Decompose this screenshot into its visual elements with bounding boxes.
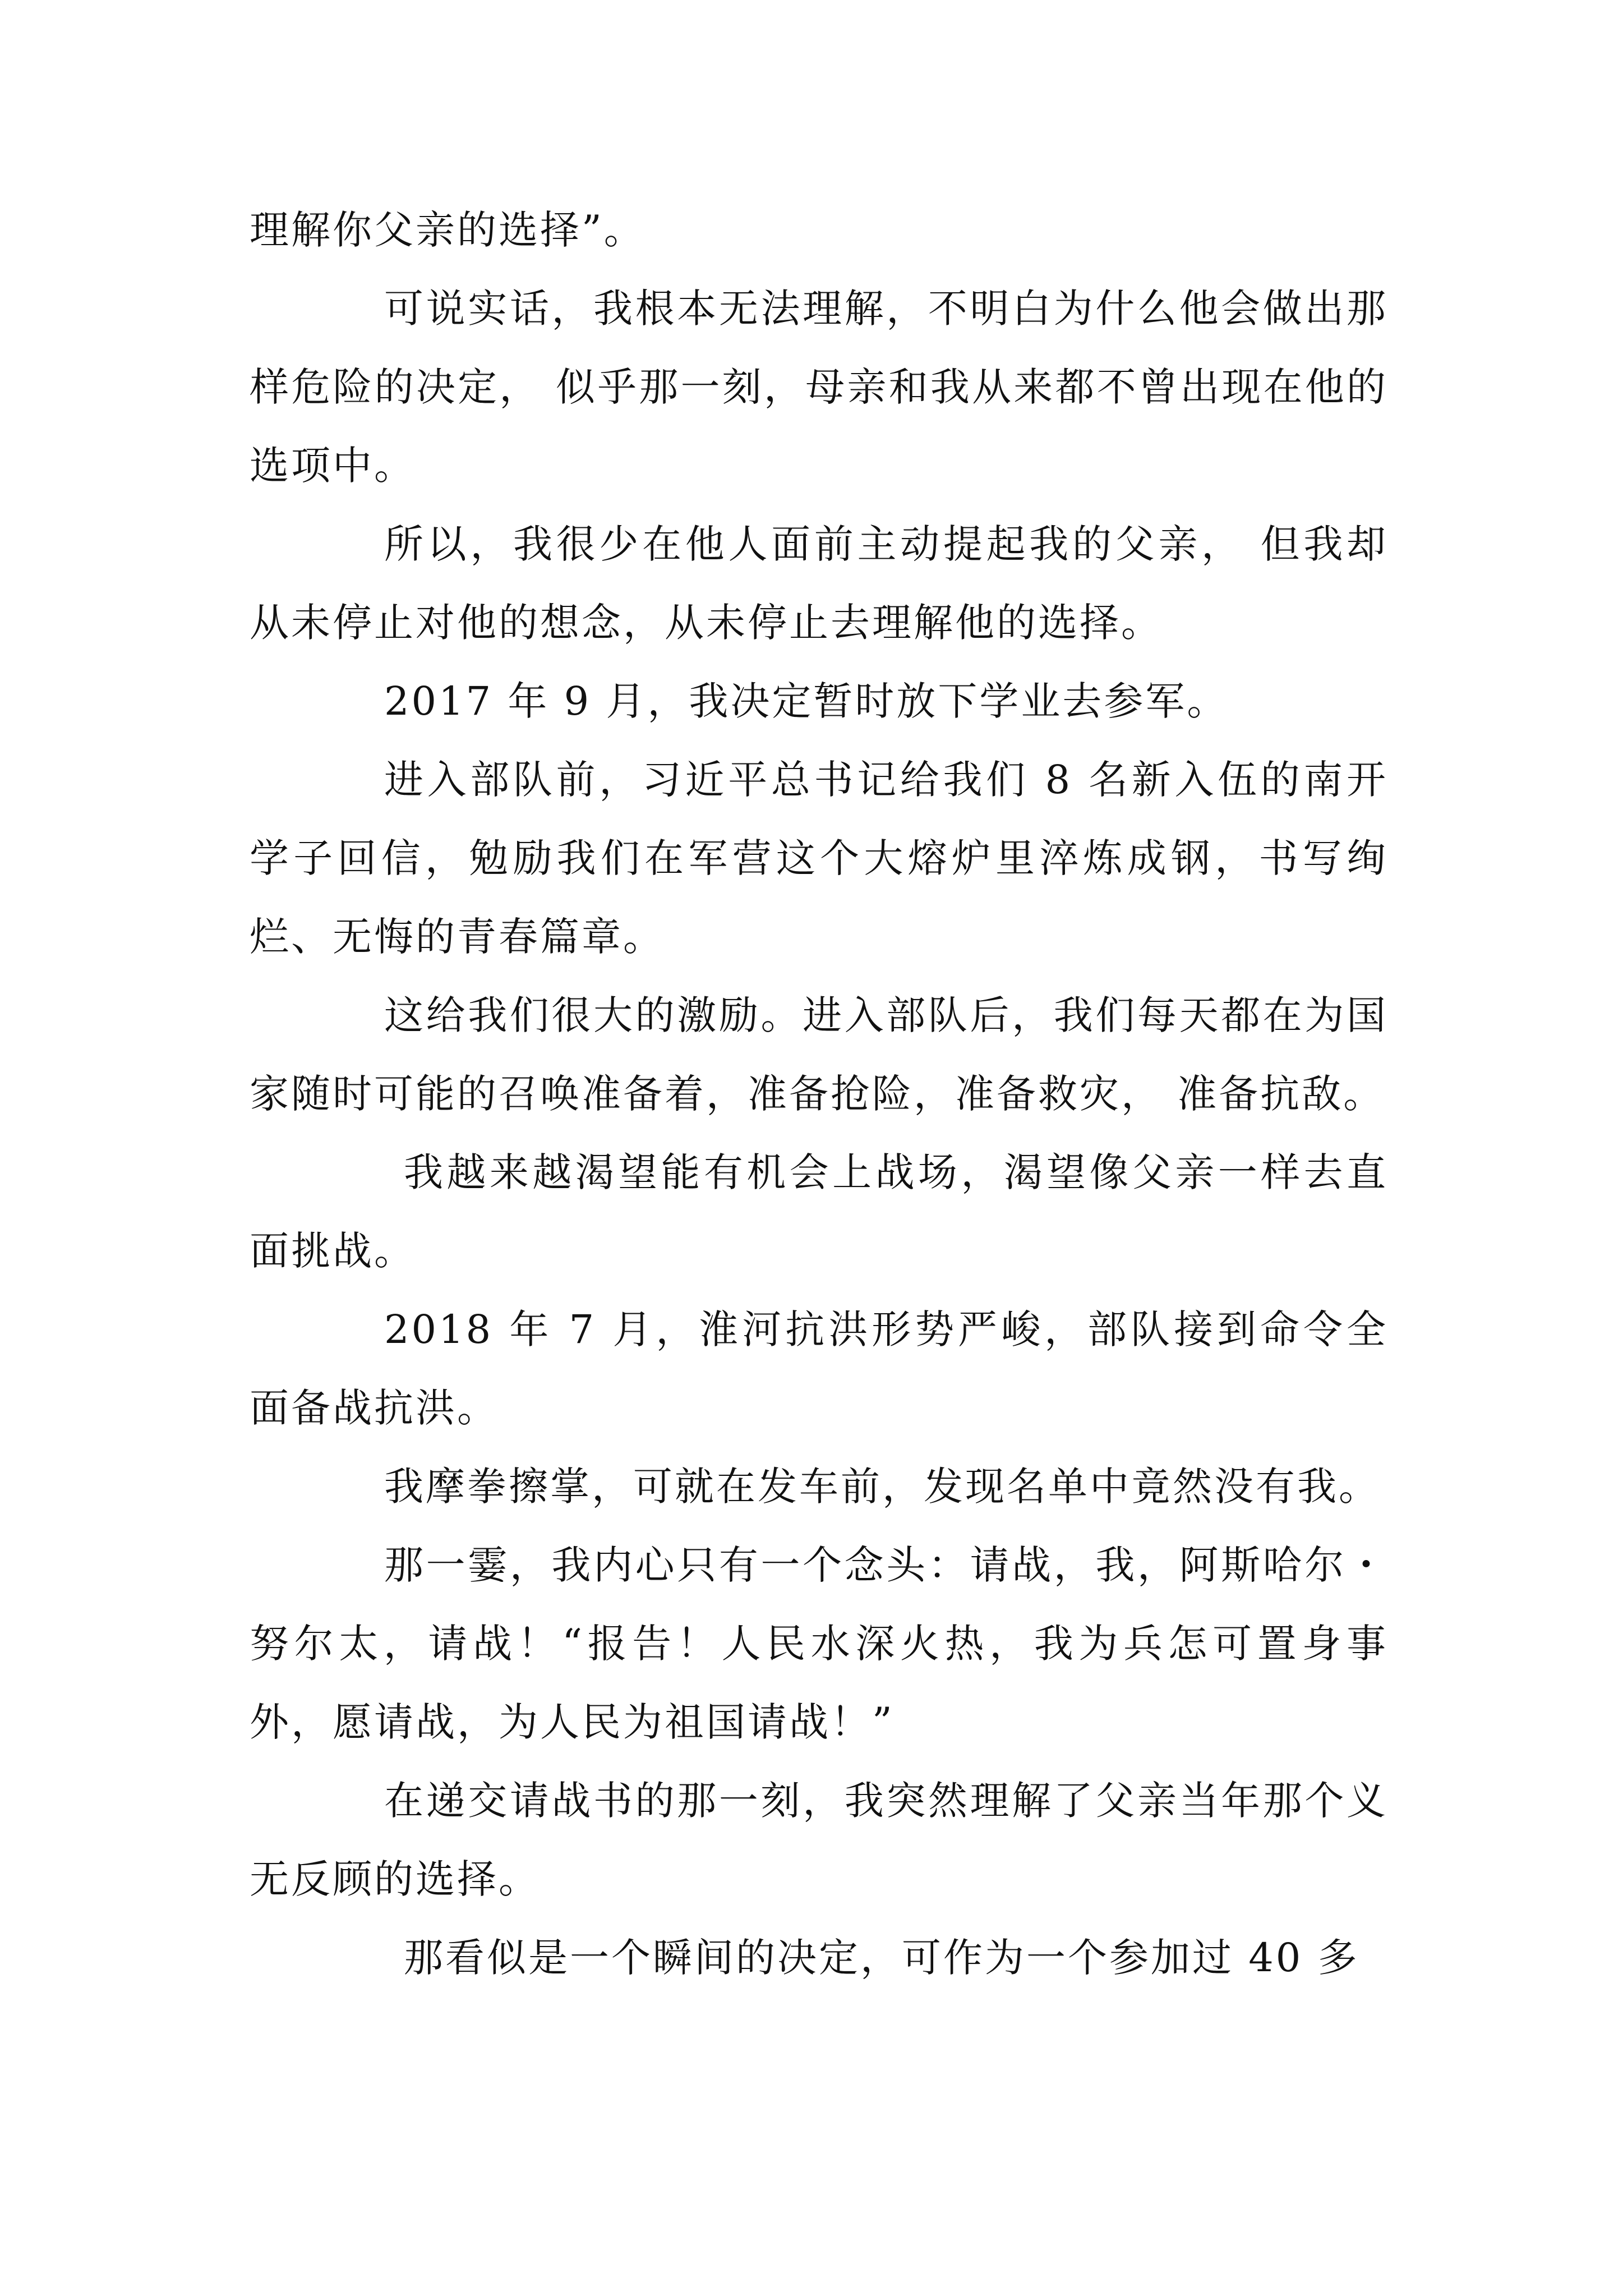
paragraph-12: 那看似是一个瞬间的决定，可作为一个参加过 40 多 — [404, 1935, 1359, 1981]
paragraph-1: 理解你父亲的选择”。 — [250, 207, 645, 253]
paragraph-4: 2017 年 9 月，我决定暂时放下学业去参军。 — [384, 678, 1229, 724]
paragraph-6: 这给我们很大的激励。进入部队后，我们每天都在为国家随时可能的召唤准备着，准备抢险，准备救灾， 准备抗敌。 — [250, 992, 1388, 1117]
paragraph-9: 我摩拳擦掌，可就在发车前，发现名单中竟然没有我。 — [384, 1464, 1380, 1510]
paragraph-7: 我越来越渴望能有机会上战场，渴望像父亲一样去直面挑战。 — [250, 1149, 1388, 1274]
paragraph-5: 进入部队前，习近平总书记给我们 8 名新入伍的南开学子回信，勉励我们在军营这个大熔炉里淬炼成钢，书写绚烂、无悔的青春篇章。 — [250, 757, 1388, 960]
paragraph-2: 可说实话，我根本无法理解，不明白为什么他会做出那样危险的决定， 似乎那一刻，母亲和我从来都不曾出现在他的选项中。 — [250, 286, 1388, 489]
paragraph-11: 在递交请战书的那一刻，我突然理解了父亲当年那个义无反顾的选择。 — [250, 1778, 1388, 1902]
paragraph-8: 2018 年 7 月，淮河抗洪形势严峻，部队接到命令全面备战抗洪。 — [250, 1306, 1388, 1431]
paragraph-10: 那一霎，我内心只有一个念头：请战，我，阿斯哈尔・努尔太，请战！“报告！人民水深火热，我为兵怎可置身事外，愿请战，为人民为祖国请战！” — [250, 1542, 1388, 1745]
document-body — [250, 191, 1388, 1997]
paragraph-3: 所以，我很少在他人面前主动提起我的父亲， 但我却从未停止对他的想念，从未停止去理解他的选择。 — [250, 521, 1388, 646]
